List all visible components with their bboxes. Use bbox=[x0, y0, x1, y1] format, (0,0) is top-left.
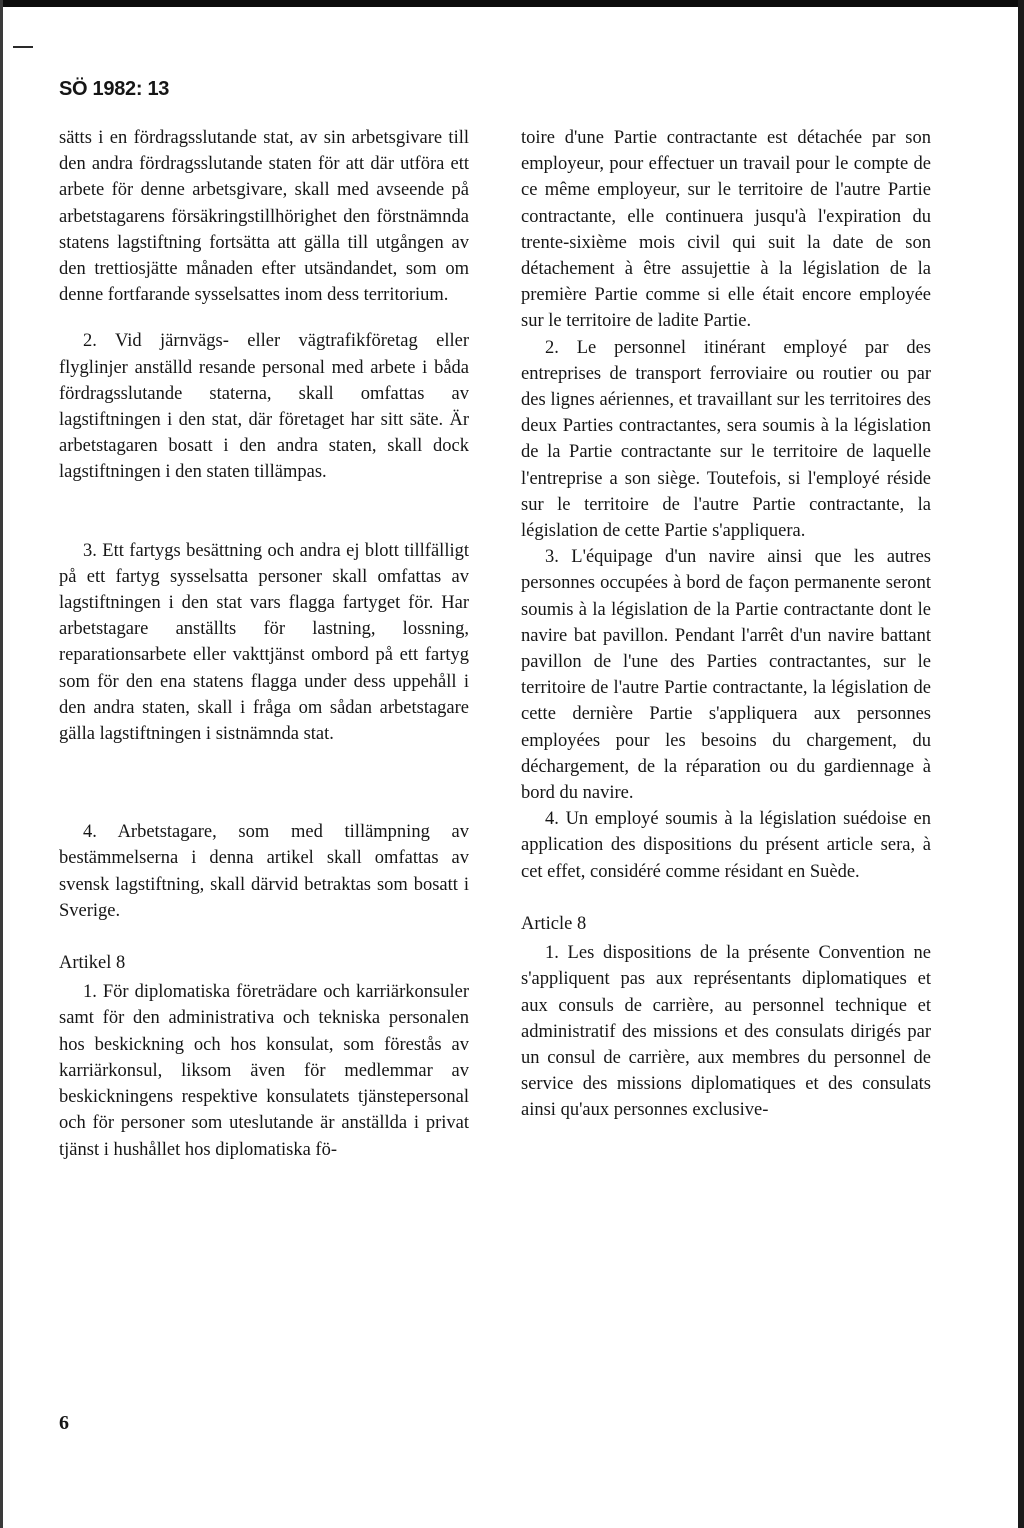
french-column bbox=[521, 125, 931, 1124]
document-reference: SÖ 1982: 13 bbox=[59, 78, 170, 100]
french-paragraph-2: 2. Le personnel itinérant employé par des entreprises de transport ferroviaire ou routier ou par des lignes aériennes, et travaillant sur les territoires des deux Parties contractantes, sera soumis à la législation de la Partie contractante sur le territoire de laquelle l'entreprise a son siège. Toutefois, si l'employé réside sur le territoire de l'autre Partie contractante, la législation de cette Partie s'appliquera. bbox=[521, 337, 931, 542]
swedish-article-heading: Artikel 8 bbox=[59, 953, 126, 974]
swedish-paragraph-4: 4. Arbetstagare, som med tillämpning av bestämmelserna i denna artikel skall omfattas av svensk lagstiftning, skall därvid betraktas som bosatt i Sverige. bbox=[59, 822, 469, 921]
french-paragraph-3: 3. L'équipage d'un navire ainsi que les autres personnes occupées à bord de façon permanente seront soumis à la législation de la Partie contractante dont le navire bat pavillon. Pendant l'arrêt d'un navire battant pavillon de l'une des Parties contractantes, sur le territoire de l'autre Partie contractante, la législation de cette dernière Partie s'appliquera aux personnes employées pour les besoins du chargement, du déchargement, de la réparation ou du gardiennage à bord du navire. bbox=[521, 547, 931, 804]
swedish-paragraph-3: 3. Ett fartygs besättning och andra ej blott tillfälligt på ett fartyg sysselsatta personer skall omfattas av lagstiftningen i den stat vars flagga fartyget för. Har arbetstagare anställts för lastning, lossning, reparationsarbete eller vakttjänst ombord på ett fartyg som för den ena statens flagga under dess uppehåll i den andra staten, skall i fråga om sådan arbetstagare gälla lagstiftningen i sistnämnda stat. bbox=[59, 540, 469, 745]
swedish-column bbox=[59, 125, 469, 1163]
scan-border-right bbox=[1018, 0, 1024, 1528]
page-number: 6 bbox=[59, 1412, 69, 1434]
swedish-paragraph-2: 2. Vid järnvägs- eller vägtrafikföretag eller flyglinjer anställd resande personal med arbete i båda fördragsslutande staterna, skall omfattas av lagstiftningen i den stat, där företaget har sitt säte. Är arbetstagaren bosatt i den andra staten, skall dock lagstiftningen i den staten tillämpas. bbox=[59, 331, 469, 483]
swedish-paragraph-continued: sätts i en fördragsslutande stat, av sin arbetsgivare till den andra fördragsslutande staten för att där utföra ett arbete för denne arbetsgivare, skall med avseende på arbetstagarens försäkringstillhörighet den förstnämnda statens lagstiftning fortsätta att gälla till utgången av den trettiosjätte månaden efter utsändandet, som om denne fortfarande sysselsattes inom dess territorium. bbox=[59, 128, 469, 306]
french-article-heading: Article 8 bbox=[521, 913, 587, 934]
scan-mark bbox=[13, 46, 33, 48]
scan-border-top bbox=[0, 0, 1024, 7]
swedish-article-8-paragraph-1: 1. För diplomatiska företrädare och karriärkonsuler samt för den administrativa och tekniska personalen hos beskickning och hos konsulat, som förestås av karriärkonsul, liksom även för medlemmar av beskickningens respektive konsulatets tjänstepersonal och för personer som uteslutande är anställda i privat tjänst i hushållet hos diplomatiska fö- bbox=[59, 982, 469, 1160]
french-paragraph-4: 4. Un employé soumis à la législation suédoise en application des dispositions du présent article sera, à cet effet, considéré comme résidant en Suède. bbox=[521, 809, 931, 882]
french-article-8-paragraph-1: 1. Les dispositions de la présente Convention ne s'appliquent pas aux représentants diplomatiques et aux consuls de carrière, au personnel technique et administratif des missions et des consulats dirigés par un consul de carrière, aux membres du personnel de service des missions diplomatiques et des consulats ainsi qu'aux personnes exclusive- bbox=[521, 943, 931, 1121]
french-paragraph-continued: toire d'une Partie contractante est détachée par son employeur, pour effectuer un travail pour le compte de ce même employeur, sur le territoire de l'autre Partie contractante, elle continuera jusqu'à l'expiration du trente-sixième mois civil qui suit la date de son détachement à être assujettie à la législation de la première Partie comme si elle était encore employée sur le territoire de ladite Partie. bbox=[521, 128, 931, 332]
scan-border-left bbox=[0, 0, 3, 1528]
